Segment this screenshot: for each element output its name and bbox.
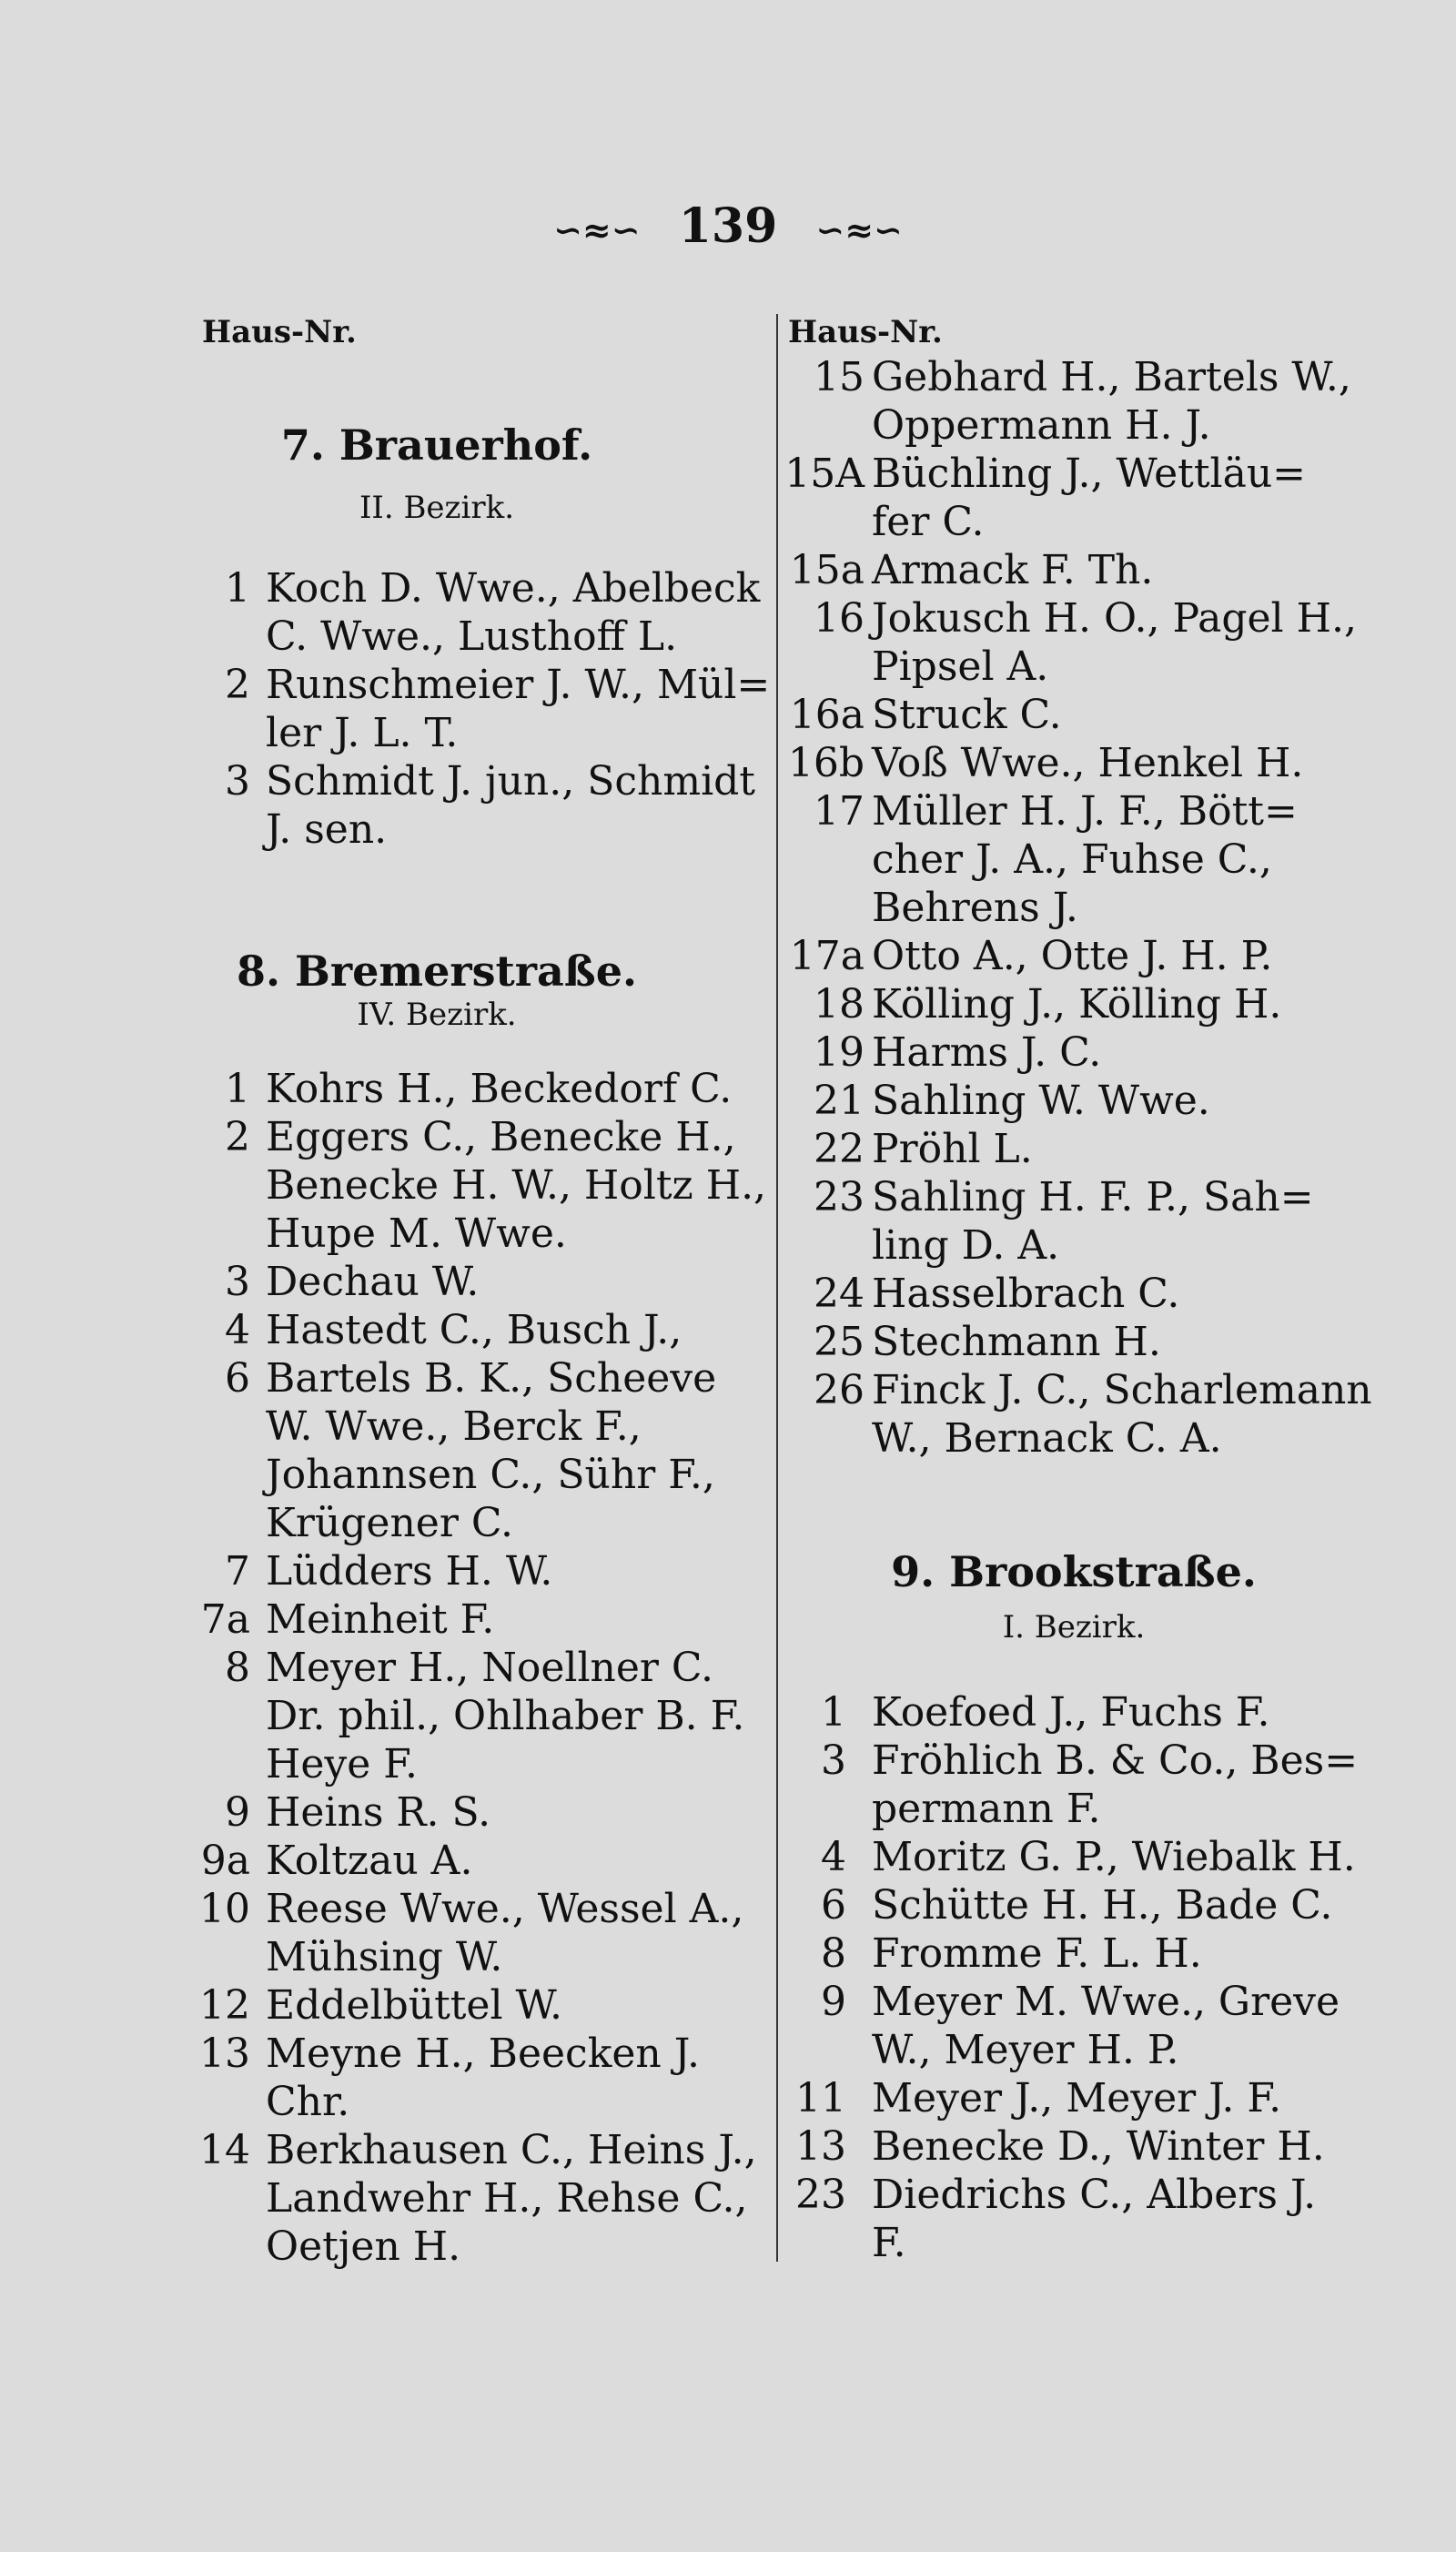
- resident-line: Koefoed J., Fuchs F.: [872, 1689, 1270, 1736]
- resident-line: Meyne H., Beecken J.: [266, 2030, 700, 2077]
- house-number: 10: [199, 1886, 250, 1932]
- resident-line: W., Bernack C. A.: [872, 1415, 1222, 1462]
- house-number: 11: [795, 2075, 846, 2122]
- house-number: 18: [814, 981, 864, 1028]
- house-number: 24: [814, 1271, 864, 1317]
- resident-line: Meyer H., Noellner C.: [266, 1645, 713, 1691]
- resident-line: Sahling H. F. P., Sah=: [872, 1174, 1314, 1220]
- page-header: [0, 198, 1456, 254]
- resident-line: Dr. phil., Ohlhaber B. F.: [266, 1693, 745, 1739]
- resident-line: Büchling J., Wettläu=: [872, 451, 1307, 497]
- house-number: 19: [814, 1029, 864, 1076]
- house-number: 3: [821, 1737, 846, 1784]
- resident-line: Harms J. C.: [872, 1029, 1102, 1076]
- resident-line: cher J. A., Fuhse C.,: [872, 836, 1272, 883]
- left-column-header: Haus-Nr.: [202, 314, 357, 350]
- resident-line: Oetjen H.: [266, 2223, 461, 2270]
- resident-line: Bartels B. K., Scheeve: [266, 1355, 717, 1402]
- district-label: I. Bezirk.: [1002, 1609, 1146, 1646]
- resident-line: Sahling W. Wwe.: [872, 1078, 1210, 1124]
- resident-line: F.: [872, 2220, 906, 2266]
- house-number: 8: [821, 1930, 846, 1977]
- resident-line: permann F.: [872, 1786, 1101, 1832]
- resident-line: Koch D. Wwe., Abelbeck: [266, 565, 761, 612]
- resident-line: Mühsing W.: [266, 1934, 503, 1980]
- resident-line: W., Meyer H. P.: [872, 2027, 1179, 2073]
- ornament-right-icon: ∽≈∽: [815, 209, 903, 250]
- resident-line: Heins R. S.: [266, 1789, 491, 1836]
- resident-line: Fröhlich B. & Co., Bes=: [872, 1737, 1359, 1784]
- resident-line: Stechmann H.: [872, 1319, 1161, 1365]
- resident-line: Koltzau A.: [266, 1838, 473, 1884]
- house-number: 4: [225, 1307, 250, 1353]
- house-number: 13: [795, 2123, 846, 2170]
- house-number: 9a: [200, 1838, 250, 1884]
- resident-line: Reese Wwe., Wessel A.,: [266, 1886, 744, 1932]
- resident-line: Dechau W.: [266, 1259, 480, 1305]
- resident-line: J. sen.: [266, 806, 388, 853]
- house-number: 16: [814, 595, 864, 642]
- house-number: 23: [814, 1174, 864, 1220]
- resident-line: Jokusch H. O., Pagel H.,: [872, 595, 1357, 642]
- house-number: 6: [225, 1355, 250, 1402]
- house-number: 2: [225, 1114, 250, 1160]
- resident-line: Kohrs H., Beckedorf C.: [266, 1066, 733, 1112]
- resident-line: Eddelbüttel W.: [266, 1982, 563, 2029]
- resident-line: Gebhard H., Bartels W.,: [872, 354, 1351, 400]
- resident-line: Struck C.: [872, 692, 1062, 738]
- house-number: 6: [821, 1882, 846, 1929]
- resident-line: Benecke H. W., Holtz H.,: [266, 1162, 767, 1209]
- house-number: 9: [821, 1979, 846, 2025]
- resident-line: C. Wwe., Lusthoff L.: [266, 613, 678, 660]
- house-number: 7a: [200, 1596, 250, 1643]
- resident-line: Hupe M. Wwe.: [266, 1210, 567, 1257]
- resident-line: Schmidt J. jun., Schmidt: [266, 758, 755, 805]
- resident-line: Johannsen C., Sühr F.,: [266, 1452, 715, 1498]
- resident-line: Lüdders H. W.: [266, 1548, 553, 1595]
- resident-line: Hasselbrach C.: [872, 1271, 1180, 1317]
- house-number: 3: [225, 1259, 250, 1305]
- house-number: 12: [199, 1982, 250, 2029]
- resident-line: Meinheit F.: [266, 1596, 495, 1643]
- house-number: 16b: [787, 740, 864, 786]
- house-number: 8: [225, 1645, 250, 1691]
- resident-line: fer C.: [872, 499, 985, 545]
- house-number: 7: [225, 1548, 250, 1595]
- house-number: 21: [814, 1078, 864, 1124]
- right-column-header: Haus-Nr.: [788, 314, 943, 350]
- resident-line: W. Wwe., Berck F.,: [266, 1403, 642, 1450]
- resident-line: Heye F.: [266, 1741, 418, 1787]
- resident-line: ler J. L. T.: [266, 710, 459, 756]
- page-number: 139: [678, 198, 778, 254]
- resident-line: Krügener C.: [266, 1500, 513, 1546]
- resident-line: Meyer M. Wwe., Greve: [872, 1979, 1340, 2025]
- street-title: 9. Brookstraße.: [891, 1547, 1257, 1596]
- street-title: 8. Bremerstraße.: [236, 947, 637, 996]
- house-number: 15A: [784, 451, 864, 497]
- house-number: 9: [225, 1789, 250, 1836]
- resident-line: Otto A., Otte J. H. P.: [872, 933, 1273, 979]
- resident-line: Kölling J., Kölling H.: [872, 981, 1282, 1028]
- resident-line: Oppermann H. J.: [872, 402, 1211, 449]
- house-number: 23: [795, 2172, 846, 2218]
- resident-line: Behrens J.: [872, 885, 1078, 931]
- resident-line: Voß Wwe., Henkel H.: [872, 740, 1304, 786]
- resident-line: Finck J. C., Scharlemann: [872, 1367, 1372, 1413]
- house-number: 1: [225, 565, 250, 612]
- resident-line: Berkhausen C., Heins J.,: [266, 2127, 757, 2173]
- resident-line: Runschmeier J. W., Mül=: [266, 662, 771, 708]
- resident-line: Chr.: [266, 2079, 350, 2125]
- house-number: 4: [821, 1834, 846, 1880]
- district-label: II. Bezirk.: [359, 490, 515, 526]
- house-number: 13: [199, 2030, 250, 2077]
- resident-line: Müller H. J. F., Bött=: [872, 788, 1298, 835]
- house-number: 26: [814, 1367, 864, 1413]
- house-number: 1: [821, 1689, 846, 1736]
- house-number: 22: [814, 1126, 864, 1172]
- house-number: 17: [814, 788, 864, 835]
- resident-line: Moritz G. P., Wiebalk H.: [872, 1834, 1356, 1880]
- resident-line: Pipsel A.: [872, 643, 1049, 690]
- resident-line: Diedrichs C., Albers J.: [872, 2172, 1317, 2218]
- house-number: 25: [814, 1319, 864, 1365]
- resident-line: Landwehr H., Rehse C.,: [266, 2175, 748, 2222]
- resident-line: Benecke D., Winter H.: [872, 2123, 1325, 2170]
- house-number: 17a: [789, 933, 864, 979]
- resident-line: Schütte H. H., Bade C.: [872, 1882, 1333, 1929]
- ornament-left-icon: ∽≈∽: [553, 209, 641, 250]
- house-number: 2: [225, 662, 250, 708]
- house-number: 3: [225, 758, 250, 805]
- resident-line: Pröhl L.: [872, 1126, 1033, 1172]
- resident-line: ling D. A.: [872, 1222, 1060, 1269]
- house-number: 1: [225, 1066, 250, 1112]
- resident-line: Meyer J., Meyer J. F.: [872, 2075, 1282, 2122]
- house-number: 15: [814, 354, 864, 400]
- resident-line: Eggers C., Benecke H.,: [266, 1114, 736, 1160]
- resident-line: Armack F. Th.: [872, 547, 1154, 593]
- district-label: IV. Bezirk.: [357, 997, 517, 1033]
- resident-line: Fromme F. L. H.: [872, 1930, 1202, 1977]
- house-number: 15a: [789, 547, 864, 593]
- resident-line: Hastedt C., Busch J.,: [266, 1307, 682, 1353]
- house-number: 16a: [789, 692, 864, 738]
- house-number: 14: [199, 2127, 250, 2173]
- street-title: 7. Brauerhof.: [280, 420, 593, 470]
